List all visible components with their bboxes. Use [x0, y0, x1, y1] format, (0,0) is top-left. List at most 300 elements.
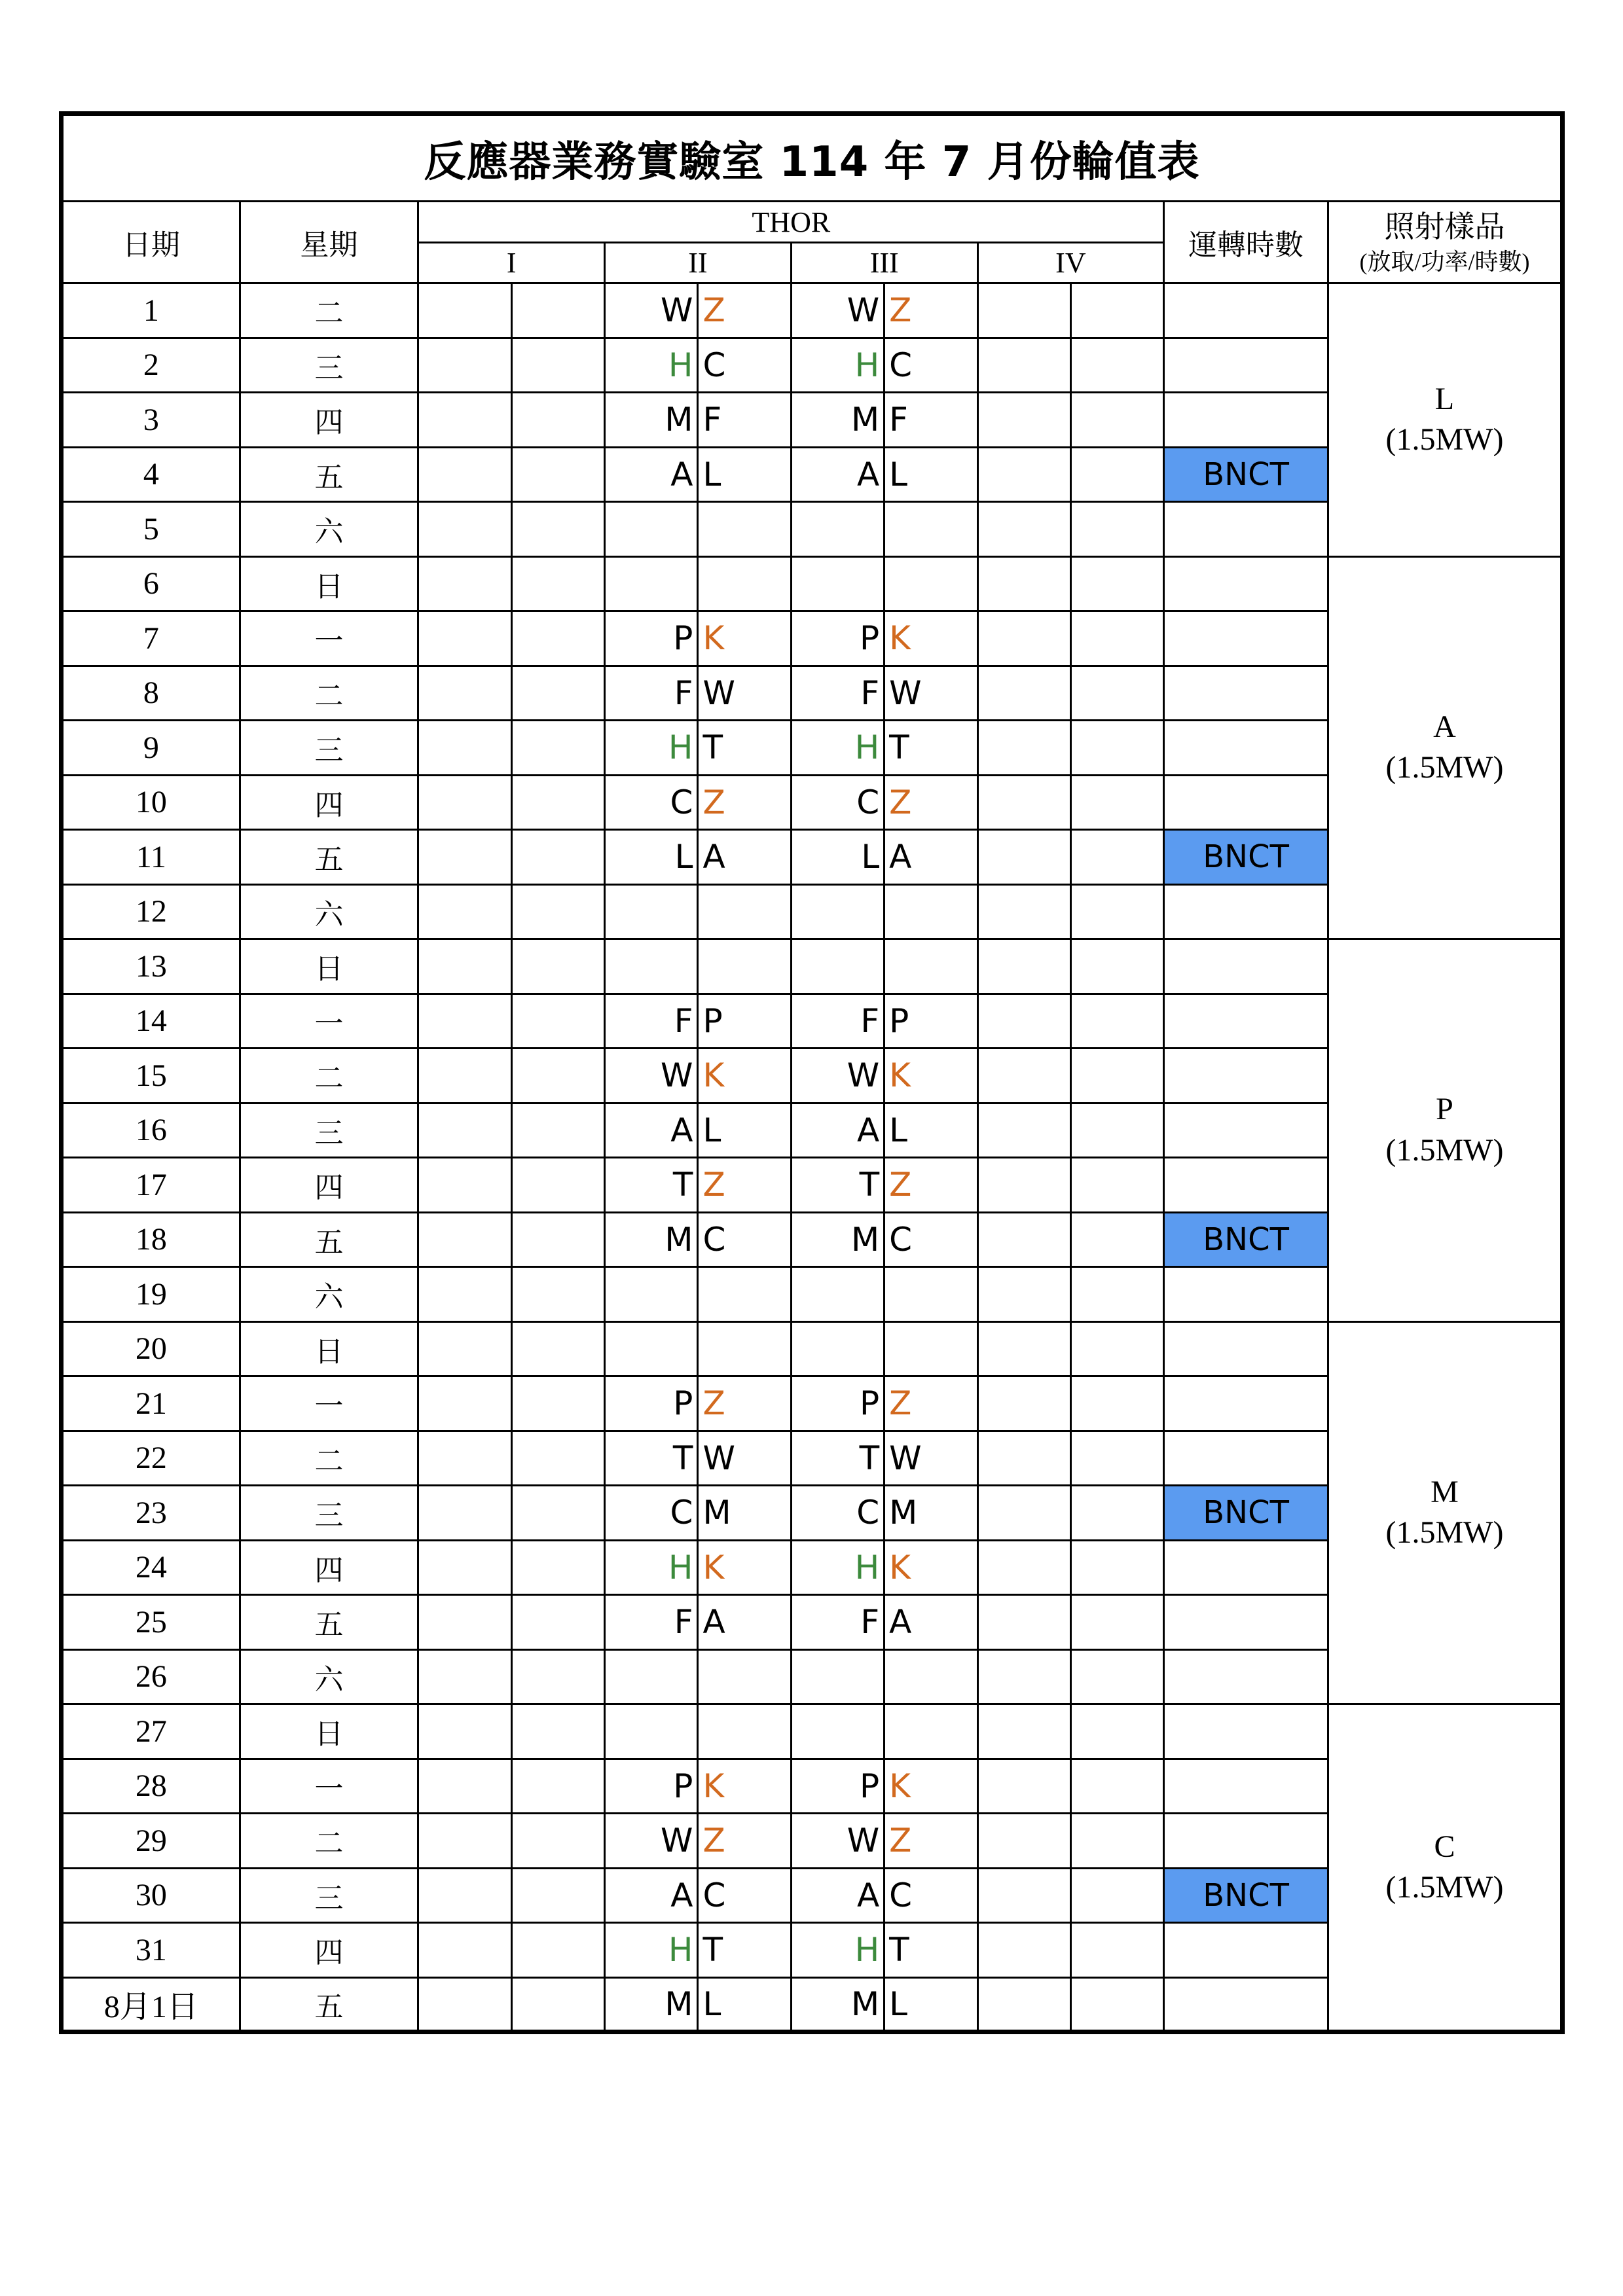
col-i-left: [418, 994, 511, 1049]
col-i-left: [418, 611, 511, 666]
weekday-cell: 四: [240, 393, 418, 448]
col-iii-left: H: [791, 721, 884, 776]
col-ii-right: [698, 556, 791, 611]
bnct-badge: BNCT: [1164, 1212, 1328, 1267]
col-ii-right: K: [698, 1049, 791, 1103]
col-ii-left: H: [605, 721, 698, 776]
col-iv-left: [977, 1103, 1070, 1158]
col-i-left: [418, 1376, 511, 1431]
col-ii-left: F: [605, 994, 698, 1049]
col-iii-right: K: [884, 1049, 977, 1103]
col-iv-right: [1070, 1103, 1163, 1158]
weekday-cell: 四: [240, 775, 418, 830]
col-i-right: [511, 1540, 604, 1595]
col-ii-right: Z: [698, 1376, 791, 1431]
date-cell: 10: [62, 775, 240, 830]
col-header-iv: IV: [977, 243, 1164, 283]
col-iv-right: [1070, 884, 1163, 939]
col-i-left: [418, 502, 511, 557]
weekday-cell: 六: [240, 1649, 418, 1704]
table-row: [62, 556, 1563, 611]
hours-cell: [1164, 1977, 1328, 2032]
col-ii-left: C: [605, 775, 698, 830]
col-iii-right: [884, 939, 977, 994]
sample-name: L: [1434, 381, 1455, 416]
col-iv-left: [977, 1376, 1070, 1431]
col-i-right: [511, 1704, 604, 1759]
col-iv-right: [1070, 830, 1163, 885]
sample-cell: [1328, 556, 1562, 939]
col-i-right: [511, 1431, 604, 1486]
col-iv-left: [977, 1649, 1070, 1704]
hours-cell: [1164, 1267, 1328, 1322]
col-iii-left: [791, 884, 884, 939]
col-i-right: [511, 1158, 604, 1213]
col-iv-left: [977, 939, 1070, 994]
col-i-right: [511, 1595, 604, 1650]
sample-name: A: [1433, 709, 1456, 744]
page-title: 反應器業務實驗室 114 年 7 月份輪值表: [62, 114, 1563, 202]
col-i-left: [418, 1267, 511, 1322]
col-i-right: [511, 1649, 604, 1704]
col-iv-left: [977, 1212, 1070, 1267]
col-iv-right: [1070, 1759, 1163, 1814]
col-iii-left: C: [791, 775, 884, 830]
table-row: [62, 1704, 1563, 1759]
date-cell: 9: [62, 721, 240, 776]
col-iii-right: T: [884, 721, 977, 776]
col-iv-left: [977, 1431, 1070, 1486]
date-cell: 1: [62, 283, 240, 338]
col-ii-right: L: [698, 1977, 791, 2032]
weekday-cell: 一: [240, 994, 418, 1049]
date-cell: 16: [62, 1103, 240, 1158]
col-iii-right: [884, 502, 977, 557]
col-iii-right: K: [884, 611, 977, 666]
weekday-cell: 二: [240, 1431, 418, 1486]
col-iv-right: [1070, 1977, 1163, 2032]
col-iv-right: [1070, 994, 1163, 1049]
col-ii-left: L: [605, 830, 698, 885]
table-row: [62, 939, 1563, 994]
col-i-right: [511, 994, 604, 1049]
hours-cell: [1164, 393, 1328, 448]
date-cell: 2: [62, 338, 240, 393]
sample-detail: (1.5MW): [1385, 422, 1504, 457]
hours-cell: [1164, 1540, 1328, 1595]
col-iii-left: A: [791, 447, 884, 502]
col-iii-left: P: [791, 1376, 884, 1431]
col-iv-left: [977, 502, 1070, 557]
hours-cell: [1164, 1923, 1328, 1978]
col-iii-left: F: [791, 994, 884, 1049]
col-ii-right: F: [698, 393, 791, 448]
sample-detail: (1.5MW): [1385, 750, 1504, 785]
hours-cell: [1164, 1376, 1328, 1431]
col-iv-right: [1070, 939, 1163, 994]
col-iv-right: [1070, 556, 1163, 611]
col-iv-left: [977, 1267, 1070, 1322]
weekday-cell: 六: [240, 502, 418, 557]
col-i-left: [418, 1595, 511, 1650]
col-iii-left: T: [791, 1158, 884, 1213]
col-iii-left: M: [791, 1212, 884, 1267]
sample-detail: (1.5MW): [1385, 1870, 1504, 1905]
col-ii-right: K: [698, 1540, 791, 1595]
col-iv-right: [1070, 1321, 1163, 1376]
sample-header: [1328, 202, 1562, 283]
weekday-cell: 三: [240, 1103, 418, 1158]
col-ii-right: K: [698, 611, 791, 666]
weekday-cell: 一: [240, 1759, 418, 1814]
col-iii-right: L: [884, 1103, 977, 1158]
col-iv-left: [977, 393, 1070, 448]
col-ii-right: C: [698, 338, 791, 393]
col-iii-left: [791, 556, 884, 611]
col-iv-left: [977, 556, 1070, 611]
col-iii-left: [791, 1321, 884, 1376]
col-iv-right: [1070, 721, 1163, 776]
hours-cell: [1164, 1759, 1328, 1814]
col-ii-left: T: [605, 1431, 698, 1486]
col-i-left: [418, 939, 511, 994]
col-iii-left: A: [791, 1103, 884, 1158]
col-i-right: [511, 830, 604, 885]
col-i-left: [418, 338, 511, 393]
col-iii-right: P: [884, 994, 977, 1049]
weekday-cell: 五: [240, 1595, 418, 1650]
col-i-right: [511, 1267, 604, 1322]
col-iii-right: Z: [884, 283, 977, 338]
date-cell: 21: [62, 1376, 240, 1431]
col-i-left: [418, 1977, 511, 2032]
col-i-left: [418, 1431, 511, 1486]
col-i-left: [418, 1540, 511, 1595]
col-i-left: [418, 721, 511, 776]
col-iii-right: [884, 556, 977, 611]
col-iv-right: [1070, 1649, 1163, 1704]
hours-cell: [1164, 556, 1328, 611]
col-iv-left: [977, 994, 1070, 1049]
duty-roster-table: [59, 111, 1565, 2034]
col-iii-right: M: [884, 1486, 977, 1541]
col-i-right: [511, 1868, 604, 1923]
date-cell: 4: [62, 447, 240, 502]
col-iii-right: C: [884, 1868, 977, 1923]
col-ii-right: [698, 939, 791, 994]
col-ii-left: W: [605, 1049, 698, 1103]
col-i-left: [418, 1814, 511, 1869]
col-iv-right: [1070, 1486, 1163, 1541]
col-iv-right: [1070, 1814, 1163, 1869]
col-iii-right: K: [884, 1759, 977, 1814]
weekday-cell: 五: [240, 447, 418, 502]
date-cell: 26: [62, 1649, 240, 1704]
col-i-left: [418, 1759, 511, 1814]
col-iii-right: [884, 1704, 977, 1759]
col-ii-right: Z: [698, 1814, 791, 1869]
date-cell: 14: [62, 994, 240, 1049]
col-iv-left: [977, 1049, 1070, 1103]
col-iv-right: [1070, 447, 1163, 502]
col-iii-left: [791, 1267, 884, 1322]
weekday-cell: 四: [240, 1540, 418, 1595]
col-i-left: [418, 447, 511, 502]
weekday-cell: 三: [240, 1868, 418, 1923]
hours-cell: [1164, 994, 1328, 1049]
weekday-cell: 日: [240, 939, 418, 994]
col-iii-right: T: [884, 1923, 977, 1978]
col-iv-right: [1070, 775, 1163, 830]
col-iv-right: [1070, 1267, 1163, 1322]
col-iv-right: [1070, 611, 1163, 666]
col-i-right: [511, 1321, 604, 1376]
col-iii-left: W: [791, 1814, 884, 1869]
col-ii-left: [605, 556, 698, 611]
hours-cell: [1164, 939, 1328, 994]
weekday-cell: 五: [240, 1977, 418, 2032]
col-i-left: [418, 1704, 511, 1759]
col-iii-left: [791, 502, 884, 557]
col-iv-right: [1070, 338, 1163, 393]
col-iv-right: [1070, 1049, 1163, 1103]
col-ii-left: W: [605, 1814, 698, 1869]
col-i-right: [511, 393, 604, 448]
col-iii-right: L: [884, 447, 977, 502]
col-iii-right: [884, 1267, 977, 1322]
col-ii-left: H: [605, 1923, 698, 1978]
col-iii-right: L: [884, 1977, 977, 2032]
weekday-cell: 三: [240, 1486, 418, 1541]
col-iv-right: [1070, 666, 1163, 721]
col-i-right: [511, 1103, 604, 1158]
col-iv-left: [977, 884, 1070, 939]
hours-cell: [1164, 1595, 1328, 1650]
col-iv-left: [977, 1868, 1070, 1923]
col-i-right: [511, 1977, 604, 2032]
col-ii-left: [605, 939, 698, 994]
weekday-cell: 二: [240, 283, 418, 338]
col-ii-right: W: [698, 666, 791, 721]
col-ii-left: H: [605, 1540, 698, 1595]
col-iv-right: [1070, 1158, 1163, 1213]
col-iv-left: [977, 721, 1070, 776]
date-cell: 8: [62, 666, 240, 721]
hours-cell: [1164, 338, 1328, 393]
date-cell: 22: [62, 1431, 240, 1486]
date-cell: 24: [62, 1540, 240, 1595]
col-i-left: [418, 1868, 511, 1923]
hours-cell: [1164, 1649, 1328, 1704]
col-i-right: [511, 338, 604, 393]
col-i-right: [511, 1923, 604, 1978]
col-i-left: [418, 1649, 511, 1704]
sample-name: M: [1431, 1474, 1459, 1509]
col-ii-left: A: [605, 1868, 698, 1923]
col-header-i: I: [418, 243, 605, 283]
col-ii-right: T: [698, 721, 791, 776]
weekday-cell: 二: [240, 1814, 418, 1869]
hours-cell: [1164, 1704, 1328, 1759]
col-i-right: [511, 775, 604, 830]
date-cell: 27: [62, 1704, 240, 1759]
col-iii-left: [791, 939, 884, 994]
col-iv-right: [1070, 1923, 1163, 1978]
date-cell: 30: [62, 1868, 240, 1923]
date-cell: 25: [62, 1595, 240, 1650]
date-cell: 31: [62, 1923, 240, 1978]
table-row: [62, 1321, 1563, 1376]
col-iii-right: A: [884, 1595, 977, 1650]
hours-cell: [1164, 283, 1328, 338]
col-header-ii: II: [605, 243, 792, 283]
col-ii-left: [605, 1321, 698, 1376]
col-ii-right: C: [698, 1868, 791, 1923]
weekday-cell: 日: [240, 556, 418, 611]
weekday-cell: 二: [240, 1049, 418, 1103]
col-iii-right: [884, 884, 977, 939]
col-iii-left: M: [791, 1977, 884, 2032]
col-i-left: [418, 393, 511, 448]
date-cell: 3: [62, 393, 240, 448]
hours-cell: [1164, 611, 1328, 666]
weekday-cell: 六: [240, 1267, 418, 1322]
col-ii-left: T: [605, 1158, 698, 1213]
col-iii-left: H: [791, 1923, 884, 1978]
col-iv-left: [977, 1321, 1070, 1376]
col-iii-left: F: [791, 666, 884, 721]
col-iii-left: C: [791, 1486, 884, 1541]
col-i-right: [511, 1486, 604, 1541]
thor-header: THOR: [418, 202, 1164, 243]
weekday-cell: 六: [240, 884, 418, 939]
weekday-cell: 三: [240, 721, 418, 776]
date-cell: 20: [62, 1321, 240, 1376]
col-ii-right: M: [698, 1486, 791, 1541]
sample-header-title: 照射樣品: [1384, 209, 1505, 243]
col-i-right: [511, 283, 604, 338]
col-ii-right: L: [698, 447, 791, 502]
col-ii-right: P: [698, 994, 791, 1049]
col-ii-right: [698, 502, 791, 557]
hours-cell: [1164, 1103, 1328, 1158]
date-header: 日期: [62, 202, 240, 283]
col-iii-right: [884, 1649, 977, 1704]
col-i-left: [418, 830, 511, 885]
col-ii-left: F: [605, 1595, 698, 1650]
col-iv-right: [1070, 1868, 1163, 1923]
col-i-left: [418, 1103, 511, 1158]
col-i-left: [418, 283, 511, 338]
col-iv-right: [1070, 283, 1163, 338]
sample-cell: [1328, 1704, 1562, 2032]
col-iv-left: [977, 611, 1070, 666]
hours-cell: [1164, 666, 1328, 721]
weekday-cell: 四: [240, 1158, 418, 1213]
col-ii-left: P: [605, 1376, 698, 1431]
col-iv-left: [977, 1704, 1070, 1759]
col-i-left: [418, 884, 511, 939]
date-cell: 11: [62, 830, 240, 885]
col-i-left: [418, 775, 511, 830]
hours-cell: [1164, 1049, 1328, 1103]
weekday-cell: 二: [240, 666, 418, 721]
weekday-header: 星期: [240, 202, 418, 283]
col-iii-right: W: [884, 666, 977, 721]
col-iv-right: [1070, 502, 1163, 557]
col-i-right: [511, 1376, 604, 1431]
col-ii-right: A: [698, 1595, 791, 1650]
col-i-right: [511, 502, 604, 557]
col-ii-left: H: [605, 338, 698, 393]
col-ii-left: [605, 1649, 698, 1704]
col-i-right: [511, 884, 604, 939]
sample-name: P: [1436, 1092, 1453, 1127]
hours-cell: [1164, 1158, 1328, 1213]
sample-cell: [1328, 939, 1562, 1322]
col-ii-right: [698, 1649, 791, 1704]
col-iv-left: [977, 283, 1070, 338]
date-cell: 12: [62, 884, 240, 939]
weekday-cell: 四: [240, 1923, 418, 1978]
col-iv-left: [977, 1977, 1070, 2032]
col-i-right: [511, 556, 604, 611]
col-i-right: [511, 611, 604, 666]
date-cell: 8月1日: [62, 1977, 240, 2032]
col-iv-left: [977, 447, 1070, 502]
col-iv-left: [977, 1486, 1070, 1541]
weekday-cell: 五: [240, 1212, 418, 1267]
weekday-cell: 一: [240, 1376, 418, 1431]
col-iv-right: [1070, 1431, 1163, 1486]
col-iv-left: [977, 1540, 1070, 1595]
col-ii-left: M: [605, 393, 698, 448]
col-header-iii: III: [791, 243, 977, 283]
hours-header: 運轉時數: [1164, 202, 1328, 283]
col-ii-right: [698, 1321, 791, 1376]
col-ii-right: T: [698, 1923, 791, 1978]
col-iii-left: [791, 1649, 884, 1704]
date-cell: 17: [62, 1158, 240, 1213]
col-ii-left: P: [605, 1759, 698, 1814]
col-ii-right: Z: [698, 1158, 791, 1213]
weekday-cell: 日: [240, 1321, 418, 1376]
col-ii-right: A: [698, 830, 791, 885]
col-ii-right: [698, 884, 791, 939]
weekday-cell: 一: [240, 611, 418, 666]
date-cell: 19: [62, 1267, 240, 1322]
col-iii-right: W: [884, 1431, 977, 1486]
hours-cell: [1164, 1431, 1328, 1486]
col-ii-left: [605, 502, 698, 557]
col-i-right: [511, 1759, 604, 1814]
bnct-badge: BNCT: [1164, 1868, 1328, 1923]
col-iii-right: Z: [884, 1376, 977, 1431]
col-ii-left: A: [605, 1103, 698, 1158]
bnct-badge: BNCT: [1164, 447, 1328, 502]
col-iv-right: [1070, 1704, 1163, 1759]
col-iii-right: A: [884, 830, 977, 885]
col-iii-left: H: [791, 338, 884, 393]
sample-name: C: [1434, 1829, 1455, 1864]
col-iv-right: [1070, 1212, 1163, 1267]
date-cell: 6: [62, 556, 240, 611]
col-ii-left: W: [605, 283, 698, 338]
col-ii-right: K: [698, 1759, 791, 1814]
col-iv-right: [1070, 1540, 1163, 1595]
col-ii-right: Z: [698, 283, 791, 338]
col-iii-left: L: [791, 830, 884, 885]
